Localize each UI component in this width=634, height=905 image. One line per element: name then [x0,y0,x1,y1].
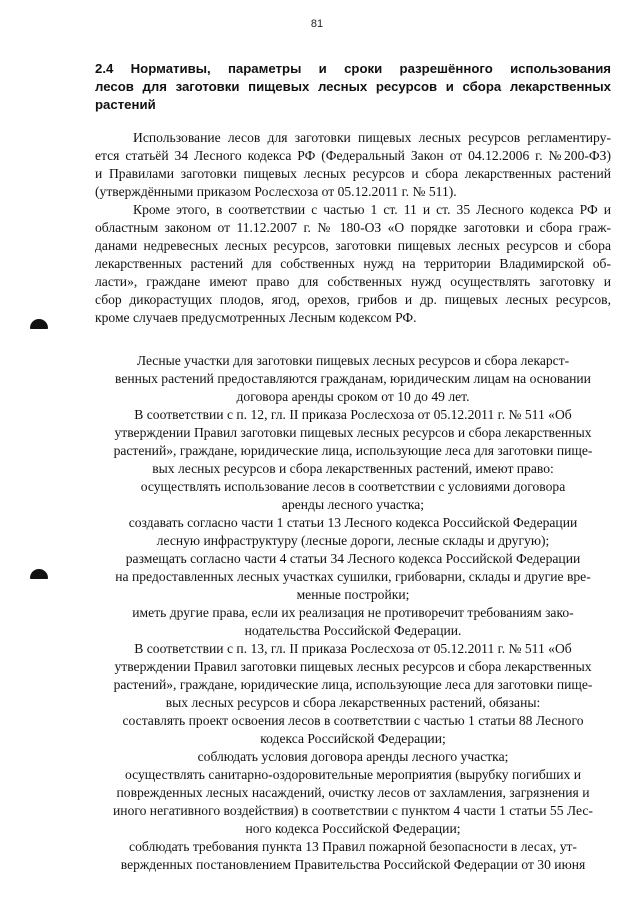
body-line: кодекса Российской Федерации; [260,731,446,746]
body-line: утверждении Правил заготовки пищевых лесных ресурсов и сбора лекарственных [114,659,592,674]
scan-margin-mark [30,569,48,579]
body-line: и Правилами заготовки пищевых лесных ресурсов и сбора лекарственных растений [95,166,611,181]
body-line: лекарственных растений для собственных нужд на территории Владимирской об- [95,256,611,271]
body-line: договора аренды сроком от 10 до 49 лет. [236,389,470,404]
body-line: ласти», граждане имеют право для собственных нужд осуществлять заготовку и [95,274,611,289]
body-line: (утверждёнными приказом Рослесхоза от 05.12.2011 г. № 511). [95,184,457,199]
body-line: сбор дикорастущих плодов, ягод, орехов, грибов и др. пищевых лесных ресурсов, [95,292,611,307]
body-line: венных растений предоставляются гражданам, юридическим лицам на основании [115,371,591,386]
scan-margin-mark [30,319,48,329]
body-line: вых лесных ресурсов и сбора лекарственных растений, имеют право: [152,461,554,476]
body-line: менные постройки; [296,587,410,602]
body-line: растений», граждане, юридические лица, использующие леса для заготовки пище- [113,443,593,458]
body-text [95,129,611,874]
body-line: Лесные участки для заготовки пищевых лесных ресурсов и сбора лекарст- [136,353,570,368]
paragraph-gap [95,327,611,352]
body-line: лесную инфраструктуру (лесные дороги, лесные склады и другую); [156,533,550,548]
body-line: создавать согласно части 1 статьи 13 Лесного кодекса Российской Федерации [128,515,578,530]
body-line: В соответствии с п. 13, гл. II приказа Рослесхоза от 05.12.2011 г. № 511 «Об [134,641,572,656]
body-line: на предоставленных лесных участках сушилки, грибоварни, склады и другие вре- [115,569,591,584]
body-line: нодательства Российской Федерации. [244,623,462,638]
section-heading [95,60,611,114]
body-line: ного кодекса Российской Федерации; [245,821,461,836]
body-line: соблюдать условия договора аренды лесного участка; [197,749,509,764]
body-line: утверждении Правил заготовки пищевых лесных ресурсов и сбора лекарственных [114,425,592,440]
body-line: растений», граждане, юридические лица, использующие леса для заготовки пище- [113,677,593,692]
heading-line: растений [95,97,156,112]
body-line: Использование лесов для заготовки пищевых лесных ресурсов регламентиру- [133,130,611,145]
heading-line: лесов для заготовки пищевых лесных ресурсов и сбора лекарственных [95,79,611,94]
body-line: иметь другие права, если их реализация не противоречит требованиям зако- [132,605,574,620]
body-line: вержденных постановлением Правительства Российской Федерации от 30 июня [120,857,586,872]
body-line: В соответствии с п. 12, гл. II приказа Рослесхоза от 05.12.2011 г. № 511 «Об [134,407,572,422]
body-line: вых лесных ресурсов и сбора лекарственных растений, обязаны: [165,695,541,710]
body-line: Кроме этого, в соответствии с частью 1 ст. 11 и ст. 35 Лесного кодекса РФ и [133,202,611,217]
page-number: 81 [310,18,324,30]
body-line: составлять проект освоения лесов в соответствии с частью 1 статьи 88 Лесного [122,713,584,728]
body-line: областным законом от 11.12.2007 г. № 180-ОЗ «О порядке заготовки и сбора граж- [95,220,611,235]
body-line: иного негативного воздействия) в соответствии с пунктом 4 части 1 статьи 55 Лес- [113,803,593,818]
body-line: кроме случаев предусмотренных Лесным кодексом РФ. [95,310,417,325]
body-line: осуществлять использование лесов в соответствии с условиями договора [140,479,566,494]
body-line: ется статьёй 34 Лесного кодекса РФ (Федеральный Закон от 04.12.2006 г. №200-ФЗ) [95,148,611,163]
body-line: осуществлять санитарно-оздоровительные мероприятия (вырубку погибших и [124,767,582,782]
body-line: размещать согласно части 4 статьи 34 Лесного кодекса Российской Федерации [125,551,581,566]
heading-line: 2.4 Нормативы, параметры и сроки разрешённого использования [95,61,611,76]
body-line: аренды лесного участка; [281,497,425,512]
body-line: данами недревесных лесных ресурсов, заготовки пищевых лесных ресурсов и сбора [95,238,611,253]
body-line: соблюдать требования пункта 13 Правил пожарной безопасности в лесах, ут- [129,839,577,854]
body-line: поврежденных лесных насаждений, очистку лесов от захламления, загрязнения и [116,785,590,800]
